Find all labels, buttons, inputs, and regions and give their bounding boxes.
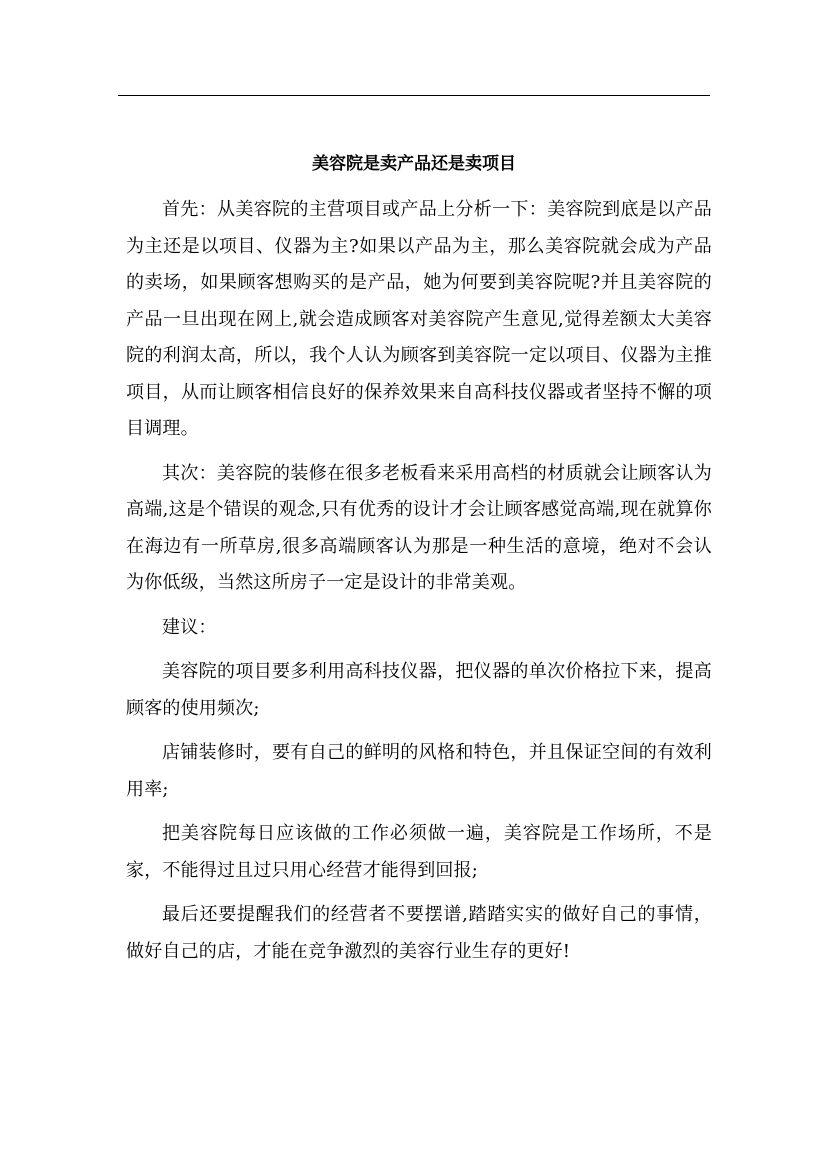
paragraph-analysis: 首先：从美容院的主营项目或产品上分析一下：美容院到底是以产品为主还是以项目、仪器为主?如果以产品为主，那么美容院就会成为产品的卖场，如果顾客想购买的是产品，她为何要到美容院呢?并且美容院的产品一旦出现在网上,就会造成顾客对美容院产生意见,觉得差额太大美容院的利润太高，所以，我个人认为顾客到美容院一定以项目、仪器为主推项目，从而让顾客相信良好的保养效果来自高科技仪器或者坚持不懈的项目调理。 [126,199,712,439]
document-title: 美容院是卖产品还是卖项目 [312,154,516,174]
paragraph-decoration: 其次：美容院的装修在很多老板看来采用高档的材质就会让顾客认为高端,这是个错误的观念,只有优秀的设计才会让顾客感觉高端,现在就算你在海边有一所草房,很多高端顾客认为那是一种生活的意境，绝对不会认为你低级，当然这所房子一定是设计的非常美观。 [126,462,712,593]
paragraph-suggestion-3: 把美容院每日应该做的工作必须做一遍，美容院是工作场所，不是家，不能得过且过只用心经营才能得到回报; [126,823,712,881]
header-rule [118,95,710,96]
document-body [126,192,712,978]
paragraph-suggestion-2: 店铺装修时，要有自己的鲜明的风格和特色，并且保证空间的有效利用率; [126,742,712,800]
paragraph-suggestion-1: 美容院的项目要多利用高科技仪器，把仪器的单次价格拉下来，提高顾客的使用频次; [126,661,712,719]
paragraph-conclusion: 最后还要提醒我们的经营者不要摆谱,踏踏实实的做好自己的事情，做好自己的店，才能在竞争激烈的美容行业生存的更好! [126,904,712,962]
paragraph-suggestion-heading: 建议： [162,616,217,638]
